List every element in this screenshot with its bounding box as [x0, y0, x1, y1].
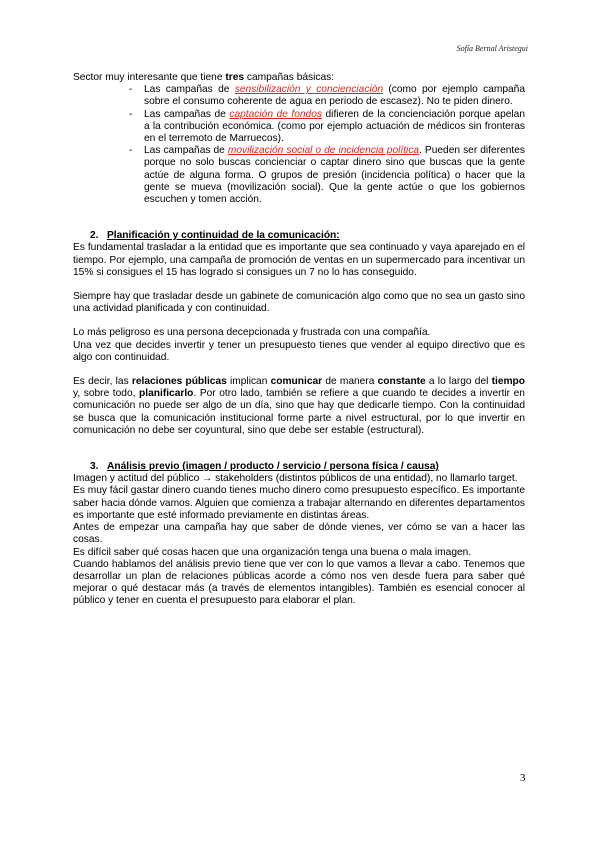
- section-title: Análisis previo (imagen / producto / servicio / persona física / causa): [107, 461, 439, 473]
- section-title: Planificación y continuidad de la comunicación:: [107, 230, 340, 242]
- list-item: [129, 109, 525, 146]
- highlight-link[interactable]: sensibilización y concienciación: [234, 84, 384, 96]
- bold-text: comunicar: [270, 376, 323, 388]
- paragraph: [73, 376, 525, 437]
- text: de manera: [322, 376, 378, 388]
- text: a lo largo del: [425, 376, 492, 388]
- paragraph: Es difícil saber qué cosas hacen que una organización tenga una buena o mala imagen.: [73, 546, 472, 558]
- bold-text: relaciones públicas: [131, 376, 227, 388]
- paragraph: Imagen y actitud del público → stakeholders (distintos públicos de una entidad), no llamarlo target.: [73, 473, 518, 485]
- section-number: 3.: [90, 461, 99, 473]
- list-item: [129, 84, 525, 108]
- page-number: 3: [520, 772, 526, 784]
- paragraph: Es muy fácil gastar dinero cuando tienes mucho dinero como presupuesto específico. Es importante saber hacia dónde vamos. Alguien que comienza a trabajar alternando en diferentes departamentos es importante que esté informado previamente en distintas áreas.: [73, 485, 525, 521]
- bullet-text: . Pueden ser diferentes porque no solo buscas concienciar o captar dinero sino que buscas que la gente actúe de alguna forma. O grupos de presión (incidencia política) o hacer que la gente se mueva (movilización social). Que la gente actúe o que los gobiernos escuchen y tomen acción.: [144, 145, 525, 206]
- section-heading: [90, 230, 525, 242]
- list-item: [129, 145, 525, 206]
- bold-text: planificarlo: [139, 388, 194, 400]
- bullet-text: Las campañas de: [144, 84, 235, 96]
- bullet-text: Las campañas de: [144, 145, 228, 157]
- paragraph: Siempre hay que trasladar desde un gabinete de comunicación algo como que no sea un gasto sino una actividad planificada y con continuidad.: [73, 291, 525, 315]
- header-author: Sofía Bernal Aristegui: [456, 44, 528, 53]
- bullet-text: difieren de la concienciación porque apelan a la contribución económica. (como por ejemplo actuación de médicos sin fronteras en el terremoto de Marruecos).: [144, 108, 525, 145]
- section-heading: [90, 461, 525, 473]
- dash-bullet: -: [129, 145, 133, 157]
- highlight-link[interactable]: movilización social o de incidencia política: [227, 145, 420, 157]
- campaign-list: [73, 84, 525, 206]
- section-number: 2.: [90, 230, 99, 242]
- dash-bullet: -: [129, 84, 133, 96]
- dash-bullet: -: [129, 108, 133, 120]
- intro-text-end: campañas básicas:: [244, 72, 335, 83]
- highlight-link[interactable]: captación de fondos: [229, 108, 322, 120]
- text: y, sobre todo,: [73, 388, 140, 400]
- paragraph: Lo más peligroso es una persona decepcionada y frustrada con una compañía.: [73, 327, 431, 339]
- bullet-text: Las campañas de: [144, 108, 230, 120]
- document-body: [73, 72, 525, 608]
- bold-text: constante: [377, 376, 426, 388]
- intro-bold: tres: [225, 72, 245, 83]
- paragraph: Cuando hablamos del análisis previo tiene que ver con lo que vamos a llevar a cabo. Tenemos que desarrollar un plan de relaciones públicas acorde a cómo nos ven desde fuera para saber qué mejorar o qué destacar más (a través de elementos intangibles). También es esencial conocer al público y tener en cuenta el presupuesto para elaborar el plan.: [73, 558, 525, 607]
- paragraph: Una vez que decides invertir y tener un presupuesto tienes que vender al equipo directivo que es algo con continuidad.: [73, 339, 525, 363]
- intro-paragraph: [73, 72, 525, 84]
- bold-text: tiempo: [491, 376, 525, 388]
- bullet-text: (como por ejemplo campaña sobre el consumo coherente de agua en periodo de escasez). No te piden dinero.: [144, 84, 525, 108]
- intro-text: Sector muy interesante que tiene: [73, 72, 226, 83]
- text: implican: [226, 376, 271, 388]
- paragraph: Antes de empezar una campaña hay que saber de dónde vienes, ver cómo se van a hacer las cosas.: [73, 522, 525, 546]
- text: Es decir, las: [73, 376, 132, 388]
- text: . Por otro lado, también se refiere a que cuando te decides a invertir en comunicación no puede ser algo de un día, sino que hay que dedicarle tiempo. Con la continuidad se busca que la comunicación institucional forme parte a nivel estructural, por lo que invertir en comunicación no debe ser coyuntural, sino que debe ser estable (estructural).: [73, 388, 525, 436]
- paragraph: Es fundamental trasladar a la entidad que es importante que sea continuado y vaya aparejado en el tiempo. Por ejemplo, una campaña de promoción de ventas en un supermercado para incentivar un 15% si consigues el 15 has logrado si consigues un 7 no lo has conseguido.: [73, 242, 525, 278]
